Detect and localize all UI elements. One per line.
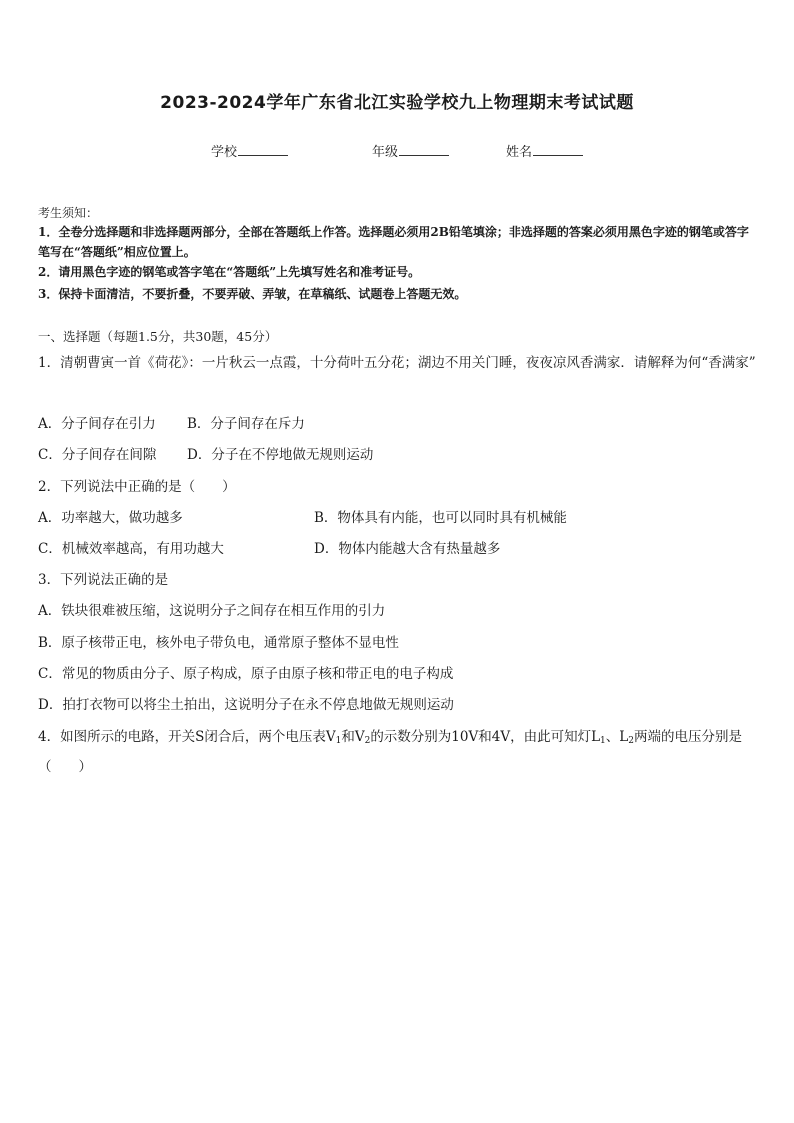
question-3-option-d: D．拍打衣物可以将尘土拍出，这说明分子在永不停息地做无规则运动 (38, 697, 454, 713)
question-4-text-5: 两端的电压分别是（ ） (38, 729, 742, 775)
question-1-option-c: C．分子间存在间隙 (38, 447, 157, 463)
school-label: 学校 (211, 145, 238, 160)
question-2-option-b: B．物体具有内能，也可以同时具有机械能 (314, 510, 567, 526)
question-3-option-a: A．铁块很难被压缩，这说明分子之间存在相互作用的引力 (38, 603, 386, 619)
question-2-option-d: D．物体内能越大含有热量越多 (314, 541, 501, 557)
question-2-option-c: C．机械效率越高，有用功越大 (38, 541, 224, 557)
name-blank[interactable] (533, 142, 583, 156)
question-4-sub-2: 2 (364, 736, 371, 746)
notice-item-3: 3．保持卡面清洁，不要折叠，不要弄破、弄皱，在草稿纸、试题卷上答题无效。 (38, 287, 467, 301)
grade-blank[interactable] (399, 142, 449, 156)
question-4-text-4: 、L (605, 729, 629, 745)
question-4-sub-1: 1 (335, 736, 342, 746)
question-1-option-d: D．分子在不停地做无规则运动 (187, 447, 374, 463)
question-4-sub-3: 1 (600, 736, 606, 746)
section-heading: 一、选择题（每题1.5分，共30题，45分） (38, 329, 278, 344)
notice-item-2: 2．请用黑色字迹的钢笔或答字笔在“答题纸”上先填写姓名和准考证号。 (38, 265, 421, 279)
question-3-stem: 3．下列说法正确的是 (38, 572, 169, 588)
question-4-text-3: 的示数分别为10V和4V，由此可知灯L (370, 729, 601, 745)
question-4-text-1: 4．如图所示的电路，开关S闭合后，两个电压表V (38, 729, 336, 745)
question-1-stem: 1．清朝曹寅一首《荷花》：一片秋云一点霞，十分荷叶五分花；湖边不用关门睡，夜夜凉风香满家．请解释为何“香满家” (38, 355, 756, 371)
notice-heading: 考生须知： (38, 206, 99, 220)
name-field (506, 141, 583, 160)
notice-item-1: 1．全卷分选择题和非选择题两部分，全部在答题纸上作答。选择题必须用2B铅笔填涂；非选择题的答案必须用黑色字迹的钢笔或答字笔写在“答题纸”相应位置上。 (38, 225, 749, 259)
question-2-options-row-2 (38, 539, 500, 559)
question-4-stem (38, 722, 758, 782)
question-3-option-c: C．常见的物质由分子、原子构成，原子由原子核和带正电的电子构成 (38, 666, 454, 682)
question-1-options-row-1 (38, 414, 305, 434)
name-label: 姓名 (506, 145, 533, 160)
grade-label: 年级 (372, 145, 399, 160)
question-3-option-b: B．原子核带正电，核外电子带负电，通常原子整体不显电性 (38, 635, 399, 651)
question-1-option-a: A．分子间存在引力 (38, 416, 156, 432)
question-2-stem: 2．下列说法中正确的是（ ） (38, 479, 236, 495)
school-field (211, 141, 288, 160)
question-4-sub-4: 2 (628, 736, 634, 746)
grade-field (372, 141, 449, 160)
question-2-options-row-1 (38, 508, 567, 528)
question-4-text-2: 和V (341, 729, 365, 745)
question-1-option-b: B．分子间存在斥力 (187, 416, 305, 432)
question-1-options-row-2 (38, 445, 373, 465)
exam-title: 2023-2024学年广东省北江实验学校九上物理期末考试试题 (160, 93, 634, 113)
school-blank[interactable] (238, 142, 288, 156)
question-2-option-a: A．功率越大，做功越多 (38, 510, 183, 526)
